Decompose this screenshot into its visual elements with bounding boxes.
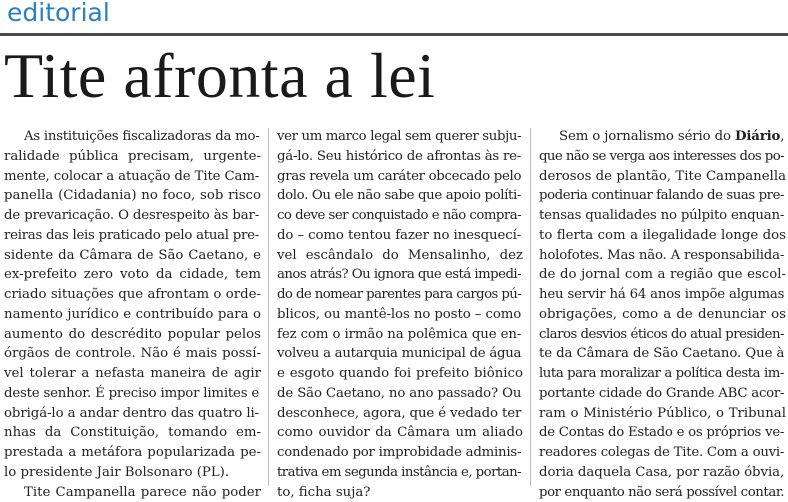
article-column-1 xyxy=(4,127,261,502)
column-divider xyxy=(530,128,531,486)
body-line: vel escândalo do Mensalinho, dez xyxy=(277,246,523,266)
body-line-first xyxy=(539,127,786,147)
body-line: nhas da Constituição, tomando em- xyxy=(4,423,261,443)
body-line: sidente da Câmara de São Caetano, e xyxy=(4,246,261,266)
body-line: gá-lo. Seu histórico de afrontas às re- xyxy=(277,147,523,167)
section-tag: editorial xyxy=(7,0,110,30)
body-line: As instituições fiscalizadoras da mo- xyxy=(4,127,261,147)
body-line: reiras das leis praticado pelo atual pre- xyxy=(4,226,261,246)
body-line: volveu a autarquia municipal de água xyxy=(277,344,523,364)
body-line: to, ficha suja? xyxy=(277,483,523,502)
body-line: aumento do descrédito popular pelos xyxy=(4,325,261,345)
body-line: heu servir há 64 anos impõe algumas xyxy=(539,285,786,305)
body-line: lo presidente Jair Bolsonaro (PL). xyxy=(4,463,261,483)
body-line: e esgoto quando foi prefeito biônico xyxy=(277,364,523,384)
body-line: obrigações, como a de denunciar os xyxy=(539,305,786,325)
body-line: trativa em segunda instância e, portan- xyxy=(277,463,523,483)
body-line: derosos de plantão, Tite Campanella xyxy=(539,167,786,187)
body-line: de prevaricação. O desrespeito às bar- xyxy=(4,206,261,226)
body-line: doria daquela Casa, por razão óbvia, xyxy=(539,463,786,483)
column-divider xyxy=(268,128,269,486)
body-line: ralidade pública precisam, urgente- xyxy=(4,147,261,167)
body-line: namento jurídico e contribuído para o xyxy=(4,305,261,325)
section-rule xyxy=(0,33,788,36)
body-line: dolo. Ou ele não sabe que apoio políti- xyxy=(277,186,523,206)
body-line: panella (Cidadania) no foco, sob risco xyxy=(4,186,261,206)
body-line: criado situações que afrontam o orde- xyxy=(4,285,261,305)
body-line: de Contas do Estado e os próprios ve- xyxy=(539,423,786,443)
body-line: co deve ser conquistado e não compra- xyxy=(277,206,523,226)
headline: Tite afronta a lei xyxy=(4,38,435,114)
body-line: condenado por improbidade adminis- xyxy=(277,443,523,463)
body-line: de do jornal com a região que escol- xyxy=(539,265,786,285)
body-line: do de nomear parentes para cargos pú- xyxy=(277,285,523,305)
body-line: desconhece, agora, que é vedado ter xyxy=(277,404,523,424)
body-line: ram o Ministério Público, o Tribunal xyxy=(539,404,786,424)
body-text: , xyxy=(780,129,784,144)
body-line: holofotes. Mas não. A responsabilida- xyxy=(539,246,786,266)
body-line: órgãos de controle. Não é mais possí- xyxy=(4,344,261,364)
body-line: luta para moralizar a política desta im- xyxy=(539,364,786,384)
body-line: de São Caetano, no ano passado? Ou xyxy=(277,384,523,404)
body-line: claros desvios éticos do atual presiden- xyxy=(539,325,786,345)
body-line: mente, colocar a atuação de Tite Cam- xyxy=(4,167,261,187)
article-column-3 xyxy=(539,127,786,502)
article-column-2 xyxy=(277,127,523,502)
body-line: prestada a metáfora popularizada pe- xyxy=(4,443,261,463)
body-line: deste senhor. É preciso impor limites e xyxy=(4,384,261,404)
body-line: como ouvidor da Câmara um aliado xyxy=(277,423,523,443)
body-line: fez com o irmão na polêmica que en- xyxy=(277,325,523,345)
body-line: blicos, ou mantê-los no posto – como xyxy=(277,305,523,325)
body-line: obrigá-lo a andar dentro das quatro li- xyxy=(4,404,261,424)
body-text: Sem o jornalismo sério do xyxy=(559,129,735,144)
body-line: readores colegas de Tite. Com a ouvi- xyxy=(539,443,786,463)
body-line: do – como tentou fazer no inesquecí- xyxy=(277,226,523,246)
body-line: ex-prefeito zero voto da cidade, tem xyxy=(4,265,261,285)
newspaper-name: Diário xyxy=(735,129,780,144)
body-line: vel tolerar a nefasta maneira de agir xyxy=(4,364,261,384)
body-line: te da Câmara de São Caetano. Que à xyxy=(539,344,786,364)
body-line: ver um marco legal sem querer subju- xyxy=(277,127,523,147)
body-line: tensas qualidades no púlpito enquan- xyxy=(539,206,786,226)
body-line: portante cidade do Grande ABC acor- xyxy=(539,384,786,404)
body-line: gras revela um caráter obcecado pelo xyxy=(277,167,523,187)
body-line: Tite Campanella parece não poder xyxy=(4,483,261,502)
body-line: que não se verga aos interesses dos po- xyxy=(539,147,786,167)
body-line: poderia continuar falando de suas pre- xyxy=(539,186,786,206)
body-line: por enquanto não será possível contar. xyxy=(539,483,786,502)
body-line: to flerta com a ilegalidade longe dos xyxy=(539,226,786,246)
body-line: anos atrás? Ou ignora que está impedi- xyxy=(277,265,523,285)
